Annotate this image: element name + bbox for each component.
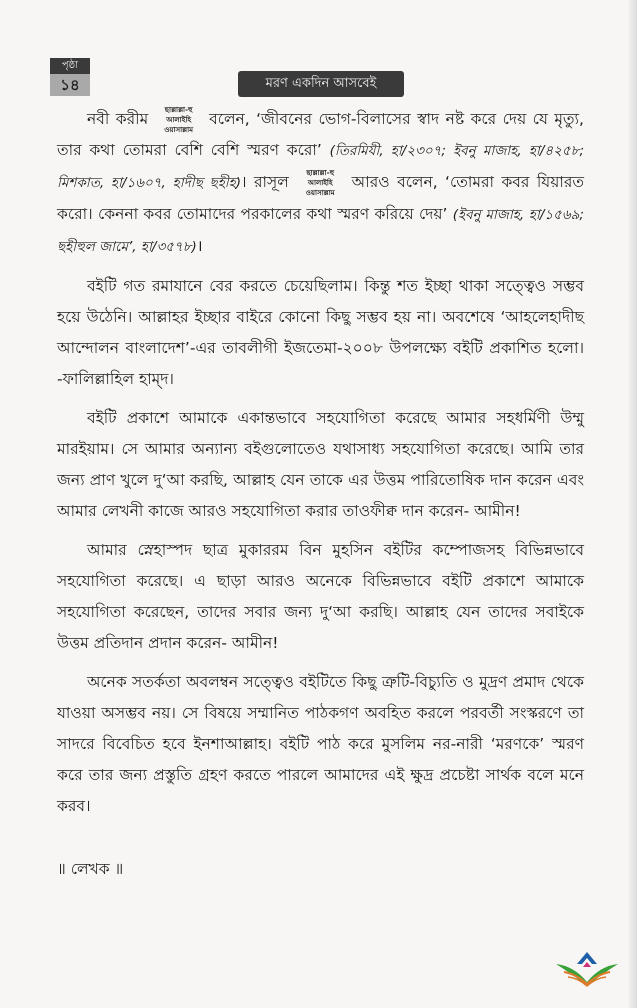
- paragraph-acknowledgement-student: আমার স্নেহাস্পদ ছাত্র মুকাররম বিন মুহসিন বইটির কম্পোজসহ বিভিন্নভাবে সহযোগিতা করেছে। এ ছাড়া আরও অনেকে বিভিন্নভাবে বইটি প্রকাশে আমাকে সহযোগিতা করেছেন, তাদের সবার জন্য দু‘আ করছি। আল্লাহ যেন তাদের সবাইকে উত্তম প্রতিদান প্রদান করেন- আমীন!: [57, 541, 584, 652]
- paragraph-hadith: [57, 104, 584, 263]
- citation: (তিরমিযী, হা/২৩০৭; ইবনু মাজাহ, হা/৪২৫৮; মিশকাত, হা/১৬০৭, হাদীছ ছহীহ): [57, 143, 584, 191]
- paragraph-acknowledgement-wife: বইটি প্রকাশে আমাকে একান্তভাবে সহযোগিতা করেছে আমার সহধর্মিণী উম্মু মারইয়াম। সে আমার অন্যান্য বইগুলোতেও যথাসাধ্য সহযোগিতা করেছে। আমি তার জন্য প্রাণ খুলে দু‘আ করছি, আল্লাহ যেন তাকে এর উত্তম পারিতোষিক দান করেন এবং আমার লেখনী কাজে আরও সহযোগিতা করার তাওফীক্ব দান করেন- আমীন!: [57, 409, 584, 520]
- page-label: পৃষ্ঠা: [50, 58, 90, 74]
- page-body: [57, 104, 584, 893]
- text: বলেন, ‘জীবনের ভোগ-বিলাসের স্বাদ নষ্ট করে দেয় যে মৃত্যু, তার কথা তোমরা বেশি বেশি স্মরণ করো’: [57, 110, 584, 159]
- paragraph-errata: অনেক সতর্কতা অবলম্বন সত্ত্বেও বইটিতে কিছু ত্রুটি-বিচ্যুতি ও মুদ্রণ প্রমাদ থেকে যাওয়া অসম্ভব নয়। সে বিষয়ে সম্মানিত পাঠকগণ অবহিত করলে পরবর্তী সংস্করণে তা সাদরে বিবেচিত হবে ইনশাআল্লাহ। বইটি পাঠ করে মুসলিম নর-নারী ‘মরণকে’ স্মরণ করে তার জন্য প্রস্তুতি গ্রহণ করতে পারলে আমাদের এই ক্ষুদ্র প্রচেষ্টা সার্থক বলে মনে করব।: [57, 673, 584, 815]
- author-signature: ॥ লেখক ॥: [57, 860, 124, 878]
- text: আরও বলেন, ‘তোমরা কবর যিয়ারত করো। কেননা কবর তোমাদের পরকালের কথা স্মরণ করিয়ে দেয়’: [57, 173, 584, 223]
- running-title: মরণ একদিন আসবেই: [238, 71, 404, 97]
- page-number-tab: [50, 58, 90, 96]
- text: । রাসূল: [241, 173, 289, 191]
- text: ।: [196, 237, 203, 255]
- salawat-glyph: ছাল্লাল্লা-হু আলাইহি ওয়াসাল্লাম: [164, 105, 194, 134]
- page-edge: [629, 0, 637, 1008]
- salawat-glyph: ছাল্লাল্লা-হু আলাইহি ওয়াসাল্লাম: [305, 168, 335, 197]
- citation: (ইবনু মাজাহ, হা/১৫৬৯; ছহীহুল জামে’, হা/৩৫৭৮): [57, 207, 584, 255]
- paragraph-publication: বইটি গত রমাযানে বের করতে চেয়েছিলাম। কিন্তু শত ইচ্ছা থাকা সত্ত্বেও সম্ভব হয়ে উঠেনি। আল্লাহর ইচ্ছার বাইরে কোনো কিছু সম্ভব হয় না। অবশেষে ‘আহলেহাদীছ আন্দোলন বাংলাদেশ’-এর তাবলীগী ইজতেমা-২০০৮ উপলক্ষ্যে বইটি প্রকাশিত হলো। -ফালিল্লাহিল হাম্‌দ।: [57, 277, 584, 388]
- text: নবী করীম: [87, 110, 149, 128]
- page-number: ১৪: [50, 74, 90, 96]
- publisher-logo-icon: [552, 948, 622, 988]
